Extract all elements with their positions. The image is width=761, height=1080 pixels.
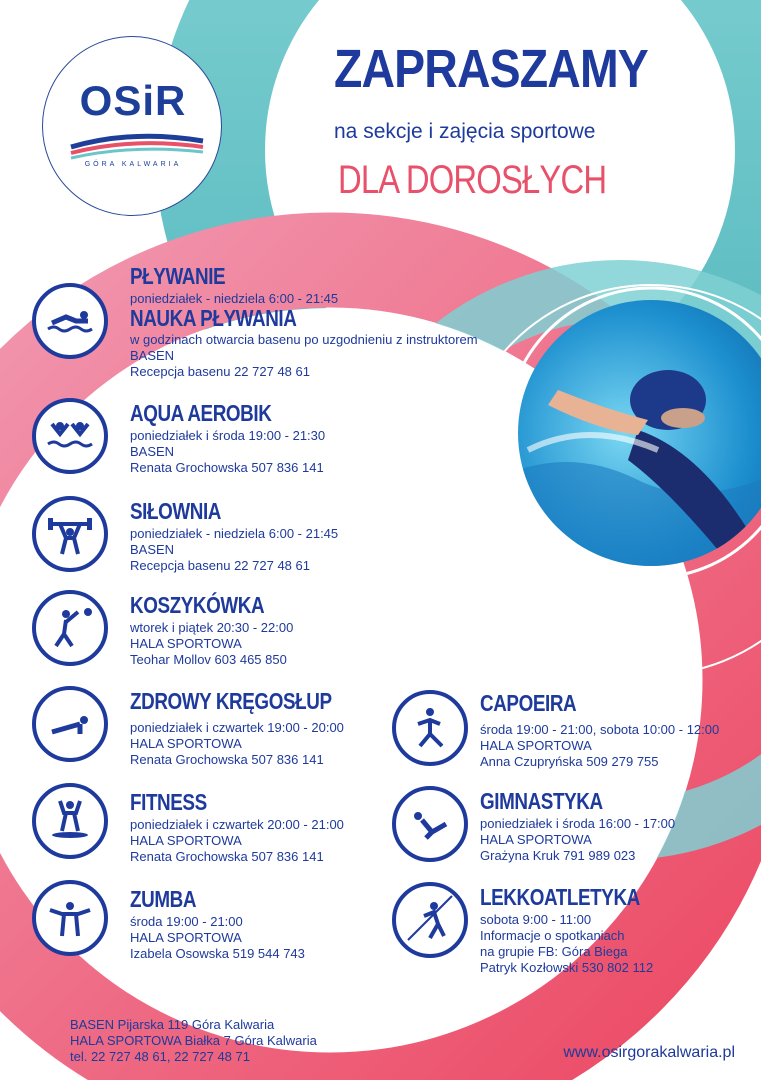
activity-title: KOSZYKÓWKA [130, 592, 265, 618]
activity-line: Recepcja basenu 22 727 48 61 [130, 558, 310, 573]
activity-line: HALA SPORTOWA [480, 738, 592, 753]
osir-logo [42, 36, 222, 216]
activity-line: środa 19:00 - 21:00, sobota 10:00 - 12:00 [480, 722, 720, 737]
aqua-aerobics-icon [32, 398, 108, 474]
activity-line: Renata Grochowska 507 836 141 [130, 849, 324, 864]
logo-name: OSiR [79, 77, 187, 124]
activity-line: HALA SPORTOWA [130, 636, 242, 651]
activity-line: poniedziałek i środa 16:00 - 17:00 [480, 816, 676, 831]
activity-line: Anna Czupryńska 509 279 755 [480, 754, 659, 769]
activity-line: HALA SPORTOWA [130, 930, 242, 945]
activity-line: na grupie FB: Góra Biega [480, 944, 628, 959]
activity-title: CAPOEIRA [480, 690, 577, 716]
logo-subtitle: GÓRA KALWARIA [84, 161, 182, 168]
activity-title: LEKKOATLETYKA [480, 884, 640, 910]
activity-line: sobota 9:00 - 11:00 [480, 912, 592, 927]
activity-line: poniedziałek i środa 19:00 - 21:30 [130, 428, 326, 443]
activity-line: HALA SPORTOWA [130, 833, 242, 848]
activity-line: Renata Grochowska 507 836 141 [130, 752, 324, 767]
activity-title: SIŁOWNIA [130, 498, 222, 524]
activity-title: AQUA AEROBIK [130, 400, 272, 426]
activity-line: poniedziałek - niedziela 6:00 - 21:45 [130, 526, 339, 541]
activity-line: BASEN [130, 444, 175, 459]
activity-line: Informacje o spotkaniach [480, 928, 625, 943]
activity-line: BASEN [130, 542, 175, 557]
activity-line: Recepcja basenu 22 727 48 61 [130, 364, 310, 379]
activity-line: poniedziałek - niedziela 6:00 - 21:45 [130, 291, 339, 306]
gymnastics-icon [392, 786, 468, 862]
activity-line: środa 19:00 - 21:00 [130, 914, 243, 929]
page-title: ZAPRASZAMY [334, 39, 648, 99]
activity-title: GIMNASTYKA [480, 788, 603, 814]
activity-title: ZUMBA [130, 886, 197, 912]
zumba-icon [32, 880, 108, 956]
activity-title: ZDROWY KRĘGOSŁUP [130, 688, 332, 714]
activity-line: Grażyna Kruk 791 989 023 [480, 848, 636, 863]
activity-line: BASEN [130, 348, 175, 363]
website-link[interactable]: www.osirgorakalwaria.pl [563, 1044, 735, 1061]
activity-line: HALA SPORTOWA [130, 736, 242, 751]
activity-line: wtorek i piątek 20:30 - 22:00 [130, 620, 294, 635]
fitness-icon [32, 783, 108, 859]
logo-wave-icon [43, 37, 223, 217]
activity-title: NAUKA PŁYWANIA [130, 305, 297, 331]
activity-line: Patryk Kozłowski 530 802 112 [480, 960, 654, 975]
audience-heading: DLA DOROSŁYCH [338, 158, 607, 202]
page-subtitle: na sekcje i zajęcia sportowe [334, 120, 596, 143]
footer-address-hall: HALA SPORTOWA Białka 7 Góra Kalwaria [70, 1033, 317, 1048]
activity-title: PŁYWANIE [130, 263, 226, 289]
basketball-icon [32, 590, 108, 666]
activity-line: poniedziałek i czwartek 19:00 - 20:00 [130, 720, 344, 735]
activity-line: Izabela Osowska 519 544 743 [130, 946, 305, 961]
footer-phone: tel. 22 727 48 61, 22 727 48 71 [70, 1049, 250, 1064]
weightlifting-icon [32, 496, 108, 572]
plank-icon [32, 686, 108, 762]
swimmer-icon [32, 283, 108, 359]
activity-line: Renata Grochowska 507 836 141 [130, 460, 324, 475]
activity-line: HALA SPORTOWA [480, 832, 592, 847]
javelin-icon [392, 882, 468, 958]
activity-title: FITNESS [130, 789, 207, 815]
activity-line: w godzinach otwarcia basenu po uzgodnieniu z instruktorem [130, 332, 478, 347]
footer-address-pool: BASEN Pijarska 119 Góra Kalwaria [70, 1017, 275, 1032]
capoeira-icon [392, 690, 468, 766]
activity-line: Teohar Mollov 603 465 850 [130, 652, 287, 667]
activity-line: poniedziałek i czwartek 20:00 - 21:00 [130, 817, 344, 832]
